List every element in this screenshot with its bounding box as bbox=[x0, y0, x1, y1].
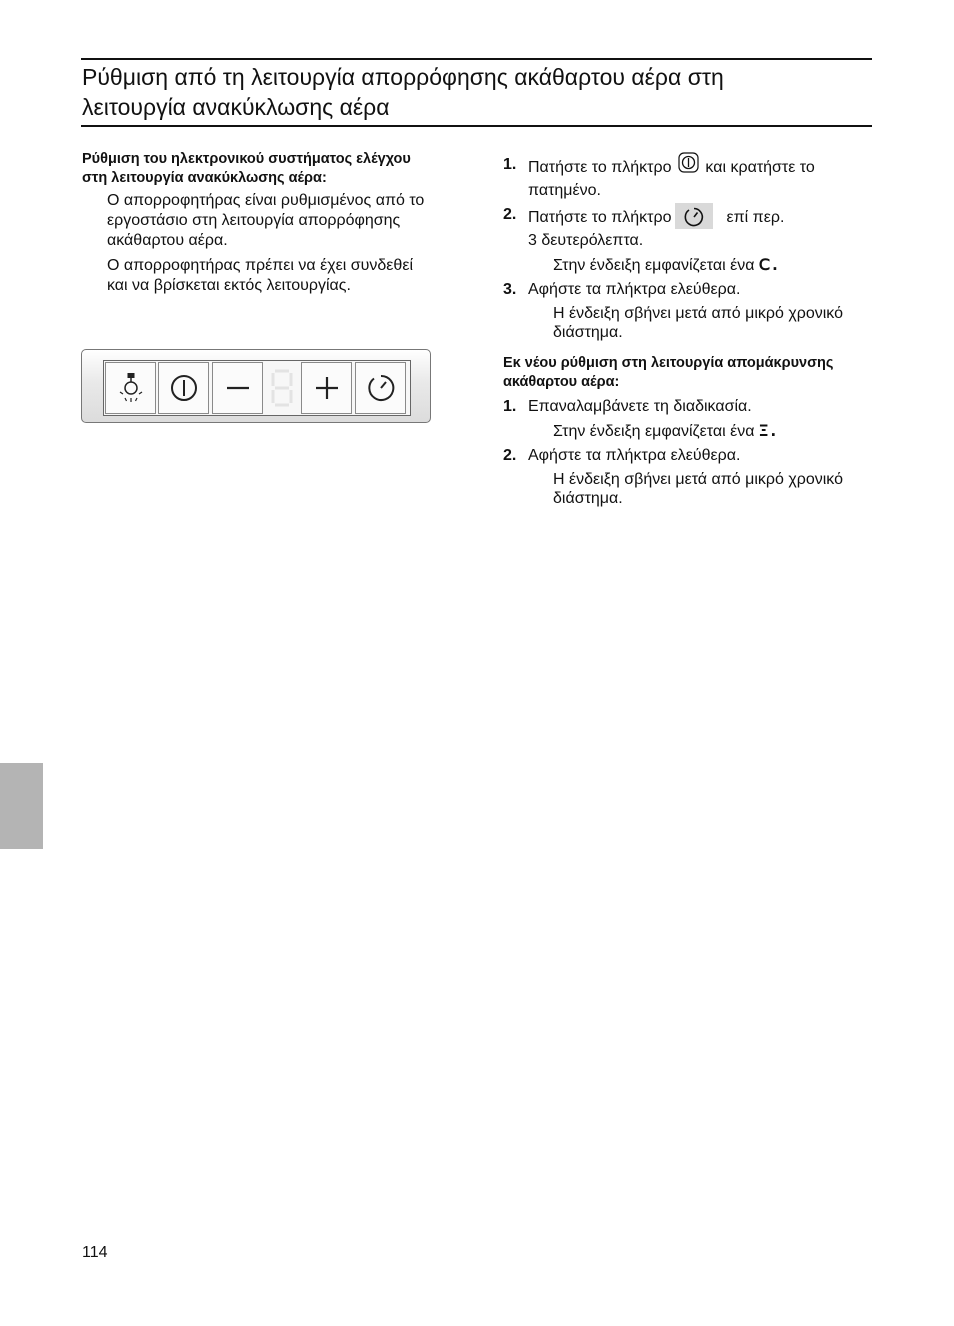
title-line-2: λειτουργία ανακύκλωσης αέρα bbox=[82, 94, 390, 120]
page-title bbox=[82, 62, 872, 122]
section-subheading: Ρύθμιση του ηλεκτρονικού συστήματος ελέγχου στη λειτουργία ανακύκλωσης αέρα: bbox=[82, 151, 411, 186]
step-text-cont-2: 3 δευτερόλεπτα. bbox=[528, 232, 644, 249]
control-panel-illustration bbox=[81, 349, 431, 423]
display-digit bbox=[265, 363, 299, 413]
timer-key bbox=[355, 362, 406, 414]
step-number: 1. bbox=[503, 398, 517, 415]
paragraph-factory-setting: Ο απορροφητήρας είναι ρυθμισμένος από το εργοστάσιο στη λειτουργία απορρόφησης ακάθαρτου αέρα. bbox=[107, 192, 425, 249]
paragraph-precondition: Ο απορροφητήρας πρέπει να έχει συνδεθεί και να βρίσκεται εκτός λειτουργίας. bbox=[107, 257, 414, 294]
step-note: Η ένδειξη σβήνει μετά από μικρό χρονικό διάστημα. bbox=[553, 471, 843, 507]
light-key bbox=[105, 362, 156, 414]
steps-list-2 bbox=[503, 397, 863, 416]
step-number: 2. bbox=[503, 447, 517, 464]
top-rule bbox=[81, 58, 872, 60]
plus-icon bbox=[312, 373, 342, 403]
plus-key bbox=[301, 362, 352, 414]
step-text-cont: και κρατήστε το πατημένο. bbox=[528, 159, 815, 199]
steps-list-cont bbox=[503, 280, 863, 299]
control-panel-keys bbox=[103, 360, 411, 416]
step-note bbox=[503, 421, 863, 441]
list-item bbox=[503, 446, 863, 465]
step-text: Πατήστε το πλήκτρο bbox=[528, 209, 672, 227]
timer-icon bbox=[365, 372, 397, 404]
step-note bbox=[503, 255, 863, 275]
step-number: 2. bbox=[503, 206, 517, 223]
power-key bbox=[158, 362, 209, 414]
display-symbol: Ⅽ. bbox=[758, 255, 780, 274]
list-item bbox=[503, 205, 863, 250]
step-text: Επαναλαμβάνετε τη διαδικασία. bbox=[528, 398, 752, 415]
note-text: Στην ένδειξη εμφανίζεται ένα bbox=[553, 423, 755, 440]
list-item bbox=[503, 280, 863, 299]
steps-list-2-cont bbox=[503, 446, 863, 465]
step-number: 3. bbox=[503, 281, 517, 298]
segment-display-icon bbox=[271, 368, 293, 408]
right-column bbox=[503, 155, 863, 508]
power-icon bbox=[168, 372, 200, 404]
light-icon bbox=[114, 371, 148, 405]
step-text: Αφήστε τα πλήκτρα ελεύθερα. bbox=[528, 447, 741, 464]
step-note: Η ένδειξη σβήνει μετά από μικρό χρονικό διάστημα. bbox=[553, 305, 843, 341]
page-number: 114 bbox=[82, 1244, 108, 1261]
minus-icon bbox=[223, 373, 253, 403]
step-text-cont: επί περ. bbox=[726, 209, 785, 227]
list-item bbox=[503, 397, 863, 416]
note-text: Στην ένδειξη εμφανίζεται ένα bbox=[553, 257, 755, 274]
power-key-icon bbox=[678, 152, 699, 178]
steps-list bbox=[503, 155, 863, 250]
display-symbol: Ξ. bbox=[758, 421, 779, 440]
side-tab-marker bbox=[0, 763, 43, 849]
timer-key-icon bbox=[675, 203, 713, 229]
step-text: Αφήστε τα πλήκτρα ελεύθερα. bbox=[528, 281, 741, 298]
section-subheading-2: Εκ νέου ρύθμιση στη λειτουργία απομάκρυνσης ακάθαρτου αέρα: bbox=[503, 355, 834, 390]
left-column bbox=[82, 150, 434, 296]
title-bottom-rule bbox=[81, 125, 872, 127]
list-item bbox=[503, 155, 863, 200]
step-number: 1. bbox=[503, 156, 517, 173]
title-line-1: Ρύθμιση από τη λειτουργία απορρόφησης ακάθαρτου αέρα στη bbox=[82, 64, 724, 90]
step-text: Πατήστε το πλήκτρο bbox=[528, 159, 672, 177]
minus-key bbox=[212, 362, 263, 414]
